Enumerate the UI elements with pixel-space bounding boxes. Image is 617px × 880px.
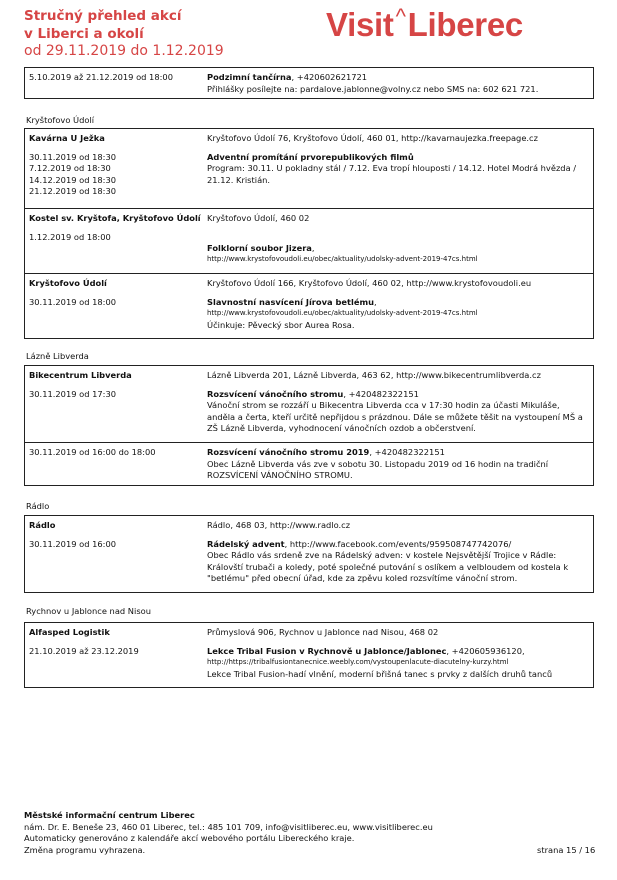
event-date: 14.12.2019 od 18:30 xyxy=(29,174,117,185)
event-description: Lekce Tribal Fusion-hadí vlnění, moderní břišná tanec s prvky z dalších druhů tanců xyxy=(207,668,553,679)
page-number: strana 15 / 16 xyxy=(537,845,596,855)
event-entry xyxy=(25,623,593,687)
event-title: Folklorní soubor Jizera xyxy=(207,242,312,253)
venue-address: Kryštofovo Údolí 166, Kryštofovo Údolí, 460 02, http://www.krystofovoudoli.eu xyxy=(207,278,532,288)
venue-address: Průmyslová 906, Rychnov u Jablonce nad Nisou, 468 02 xyxy=(207,627,439,637)
event-description: Účinkuje: Pěvecký sbor Aurea Rosa. xyxy=(207,319,355,330)
event-link[interactable]: http://www.krystofovoudoli.eu/obec/aktuality/udolsky-advent-2019-47cs.html xyxy=(207,309,478,317)
event-date: 21.12.2019 od 18:30 xyxy=(29,186,117,196)
venue-address: Kryštofovo Údolí 76, Kryštofovo Údolí, 460 01, http://kavarnaujezka.freepage.cz xyxy=(207,133,538,143)
event-link[interactable]: , http://www.facebook.com/events/959508747742076/ xyxy=(284,538,512,549)
logo-separator: ^ xyxy=(395,4,406,29)
date-range: od 29.11.2019 do 1.12.2019 xyxy=(24,43,224,59)
section-heading: Rychnov u Jablonce nad Nisou xyxy=(26,606,151,616)
event-date: 30.11.2019 od 16:00 do 18:00 xyxy=(29,447,156,457)
venue-name: Rádlo xyxy=(29,520,56,530)
event-description: Obec Rádlo vás srdeně zve na Rádelský adven: v kostele Nejsvětější Trojice v Rádle: Královští trubači a koledy, poté společné putování s oslíkem a velbloudem od kostela k "betlému" před obecní úřad, kde za zpěvu koled rozsvítíme vánoční strom. xyxy=(207,550,569,583)
footer-address: nám. Dr. E. Beneše 23, 460 01 Liberec, tel.: 485 101 709, info@visitliberec.eu, www.visitliberec.eu xyxy=(24,821,433,832)
venue-name: Kavárna U Ježka xyxy=(29,133,105,143)
section-heading: Rádlo xyxy=(26,501,50,511)
event-entry xyxy=(25,443,593,485)
event-date: 30.11.2019 od 18:00 xyxy=(29,296,117,307)
venue-name: Alfasped Logistik xyxy=(29,627,110,637)
event-description: Přihlášky posílejte na: pardalove.jablonne@volny.cz nebo SMS na: 602 621 721. xyxy=(207,83,539,94)
venue-name: Kryštofovo Údolí xyxy=(29,278,107,288)
footer xyxy=(24,810,433,856)
event-title: Lekce Tribal Fusion v Rychnově u Jablonce/Jablonec xyxy=(207,645,447,656)
logo-text-liberec: Liberec xyxy=(407,6,523,43)
event-contact: , xyxy=(311,242,315,253)
event-description: Program: 30.11. U pokladny stál / 7.12. Eva tropí hlouposti / 14.12. Hotel Modrá hvězda / 21.12. Kristián. xyxy=(207,163,577,185)
title-line-1: Stručný přehled akcí xyxy=(24,8,182,24)
event-dates: 5.10.2019 až 21.12.2019 od 18:00 xyxy=(29,72,173,82)
event-contact: , +420602621721 xyxy=(291,72,368,82)
event-entry xyxy=(25,129,593,209)
event-description: Vánoční strom se rozzáří u Bikecentra Libverda cca v 17:30 hodin za účasti Mikuláše, anděla a čerta, kteří určitě nepřijdou s prázdnou. Dále se můžete těšit na vystoupení MŠ a ZŠ Lázně Libverda, vyhodnocení vánočních ozdob a občerstvení. xyxy=(207,400,583,433)
venue-address: Rádlo, 468 03, http://www.radlo.cz xyxy=(207,520,351,530)
event-title: Adventní promítání prvorepublikových filmů xyxy=(207,151,414,162)
event-title: Rozsvícení vánočního stromu 2019 xyxy=(207,447,370,457)
event-date: 30.11.2019 od 16:00 xyxy=(29,538,117,549)
event-description: Obec Lázně Libverda vás zve v sobotu 30. Listopadu 2019 od 16 hodin na tradiční ROZSVÍCENÍ VÁNOČNÍHO STROMU. xyxy=(207,458,549,480)
venue-name: Bikecentrum Libverda xyxy=(29,370,132,380)
event-date: 21.10.2019 až 23.12.2019 xyxy=(29,645,139,656)
footer-generated-note: Automaticky generováno z kalendáře akcí webového portálu Libereckého kraje. xyxy=(24,833,355,843)
event-box xyxy=(24,515,594,593)
event-entry xyxy=(25,366,593,443)
document-title xyxy=(24,8,224,61)
event-title: Rádelský advent xyxy=(207,538,285,549)
event-title: Podzimní tančírna xyxy=(207,72,292,82)
event-entry xyxy=(25,516,593,592)
venue-name: Kostel sv. Kryštofa, Kryštofovo Údolí xyxy=(29,213,201,223)
event-box-continued xyxy=(24,67,594,99)
event-contact: , +420482322151 xyxy=(369,447,445,457)
event-contact: , xyxy=(374,296,377,307)
section-heading: Kryštofovo Údolí xyxy=(26,115,95,125)
event-box xyxy=(24,128,594,339)
event-date: 30.11.2019 od 17:30 xyxy=(29,388,117,399)
event-contact: , +420482322151 xyxy=(343,388,419,399)
event-contact: , +420605936120, xyxy=(446,645,525,656)
event-title: Rozsvícení vánočního stromu xyxy=(207,388,344,399)
event-link[interactable]: http://www.krystofovoudoli.eu/obec/aktuality/udolsky-advent-2019-47cs.html xyxy=(207,255,478,263)
event-box xyxy=(24,622,594,688)
event-title: Slavnostní nasvícení Jírova betlému xyxy=(207,296,375,307)
logo-text-visit: Visit xyxy=(326,6,394,43)
event-entry xyxy=(25,274,593,338)
venue-address: Lázně Libverda 201, Lázně Libverda, 463 62, http://www.bikecentrumlibverda.cz xyxy=(207,370,541,380)
footer-change-note: Změna programu vyhrazena. xyxy=(24,844,146,855)
event-entry xyxy=(25,68,593,98)
title-line-2: v Liberci a okolí xyxy=(24,25,144,42)
section-heading: Lázně Libverda xyxy=(26,351,89,361)
footer-organization: Městské informační centrum Liberec xyxy=(24,810,195,820)
venue-address: Kryštofovo Údolí, 460 02 xyxy=(207,213,310,223)
event-link[interactable]: http://https://tribalfusiontanecnice.weebly.com/vystoupenlacute-diacutelny-kurzy.html xyxy=(207,658,509,666)
event-entry xyxy=(25,209,593,274)
event-date: 7.12.2019 od 18:30 xyxy=(29,163,111,173)
visitliberec-logo xyxy=(326,6,523,44)
event-date: 1.12.2019 od 18:00 xyxy=(29,231,111,242)
event-box xyxy=(24,365,594,486)
event-date: 30.11.2019 od 18:30 xyxy=(29,151,117,162)
